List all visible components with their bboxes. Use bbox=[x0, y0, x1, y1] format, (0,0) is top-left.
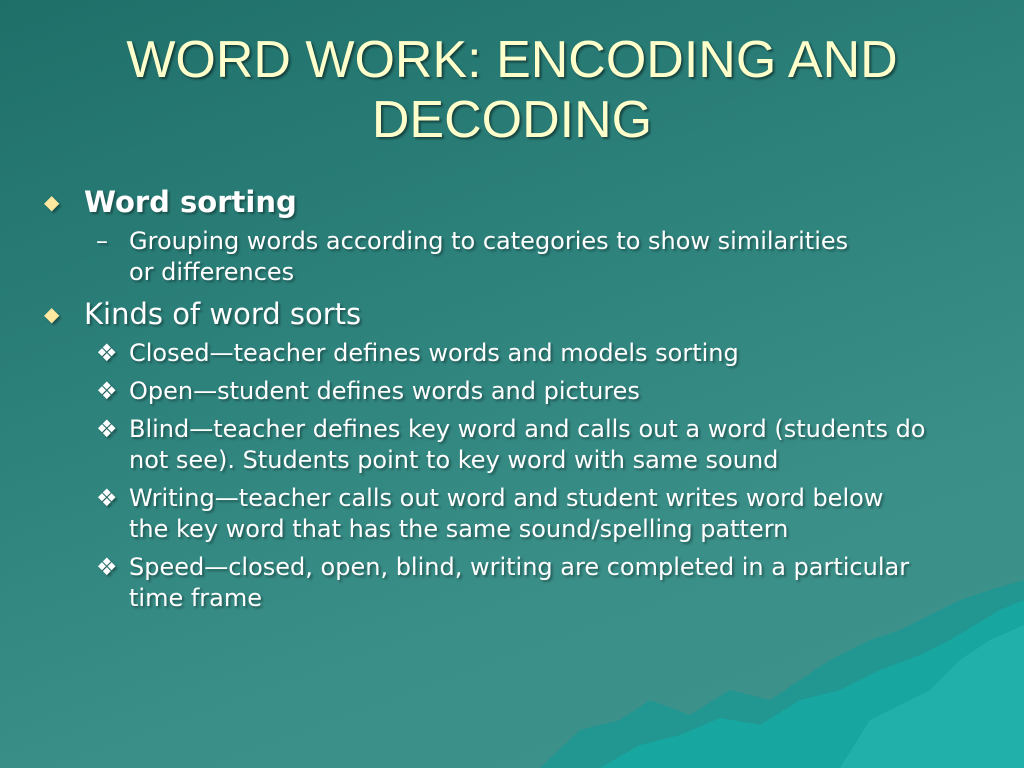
sort-type-blind bbox=[96, 414, 984, 476]
sort-type-open bbox=[96, 376, 984, 407]
quad-diamond-icon: ❖ bbox=[96, 553, 118, 581]
quad-diamond-icon: ❖ bbox=[96, 339, 118, 367]
sub-bullet-word-sorting bbox=[96, 226, 984, 288]
diamond-icon: ◆ bbox=[44, 302, 60, 326]
sort-type-text: Speed—closed, open, blind, writing are completed in a particular time frame bbox=[129, 553, 910, 612]
sort-type-text: Closed—teacher defines words and models sorting bbox=[129, 339, 739, 367]
dash-icon: – bbox=[96, 227, 108, 255]
quad-diamond-icon: ❖ bbox=[96, 377, 118, 405]
quad-diamond-icon: ❖ bbox=[96, 484, 118, 512]
slide-title: WORD WORK: ENCODING AND DECODING bbox=[126, 31, 898, 149]
bullet-kinds-of-word-sorts bbox=[44, 294, 984, 334]
word-sorting-description: Grouping words according to categories to show similarities or differences bbox=[129, 227, 849, 286]
sort-type-closed bbox=[96, 338, 984, 369]
sort-type-text: Open—student defines words and pictures bbox=[129, 377, 640, 405]
sort-type-text: Blind—teacher defines key word and calls out a word (students do not see). Students point to key word with same sound bbox=[129, 415, 926, 474]
word-sorting-label: Word sorting bbox=[84, 185, 297, 219]
sort-type-speed bbox=[96, 552, 984, 614]
sort-type-writing bbox=[96, 483, 984, 545]
slide-content bbox=[44, 182, 984, 621]
sort-type-text: Writing—teacher calls out word and student writes word below the key word that has the same sound/spelling pattern bbox=[129, 484, 884, 543]
quad-diamond-icon: ❖ bbox=[96, 415, 118, 443]
diamond-icon: ◆ bbox=[44, 190, 60, 214]
kinds-label: Kinds of word sorts bbox=[84, 297, 362, 331]
bullet-word-sorting bbox=[44, 182, 984, 222]
